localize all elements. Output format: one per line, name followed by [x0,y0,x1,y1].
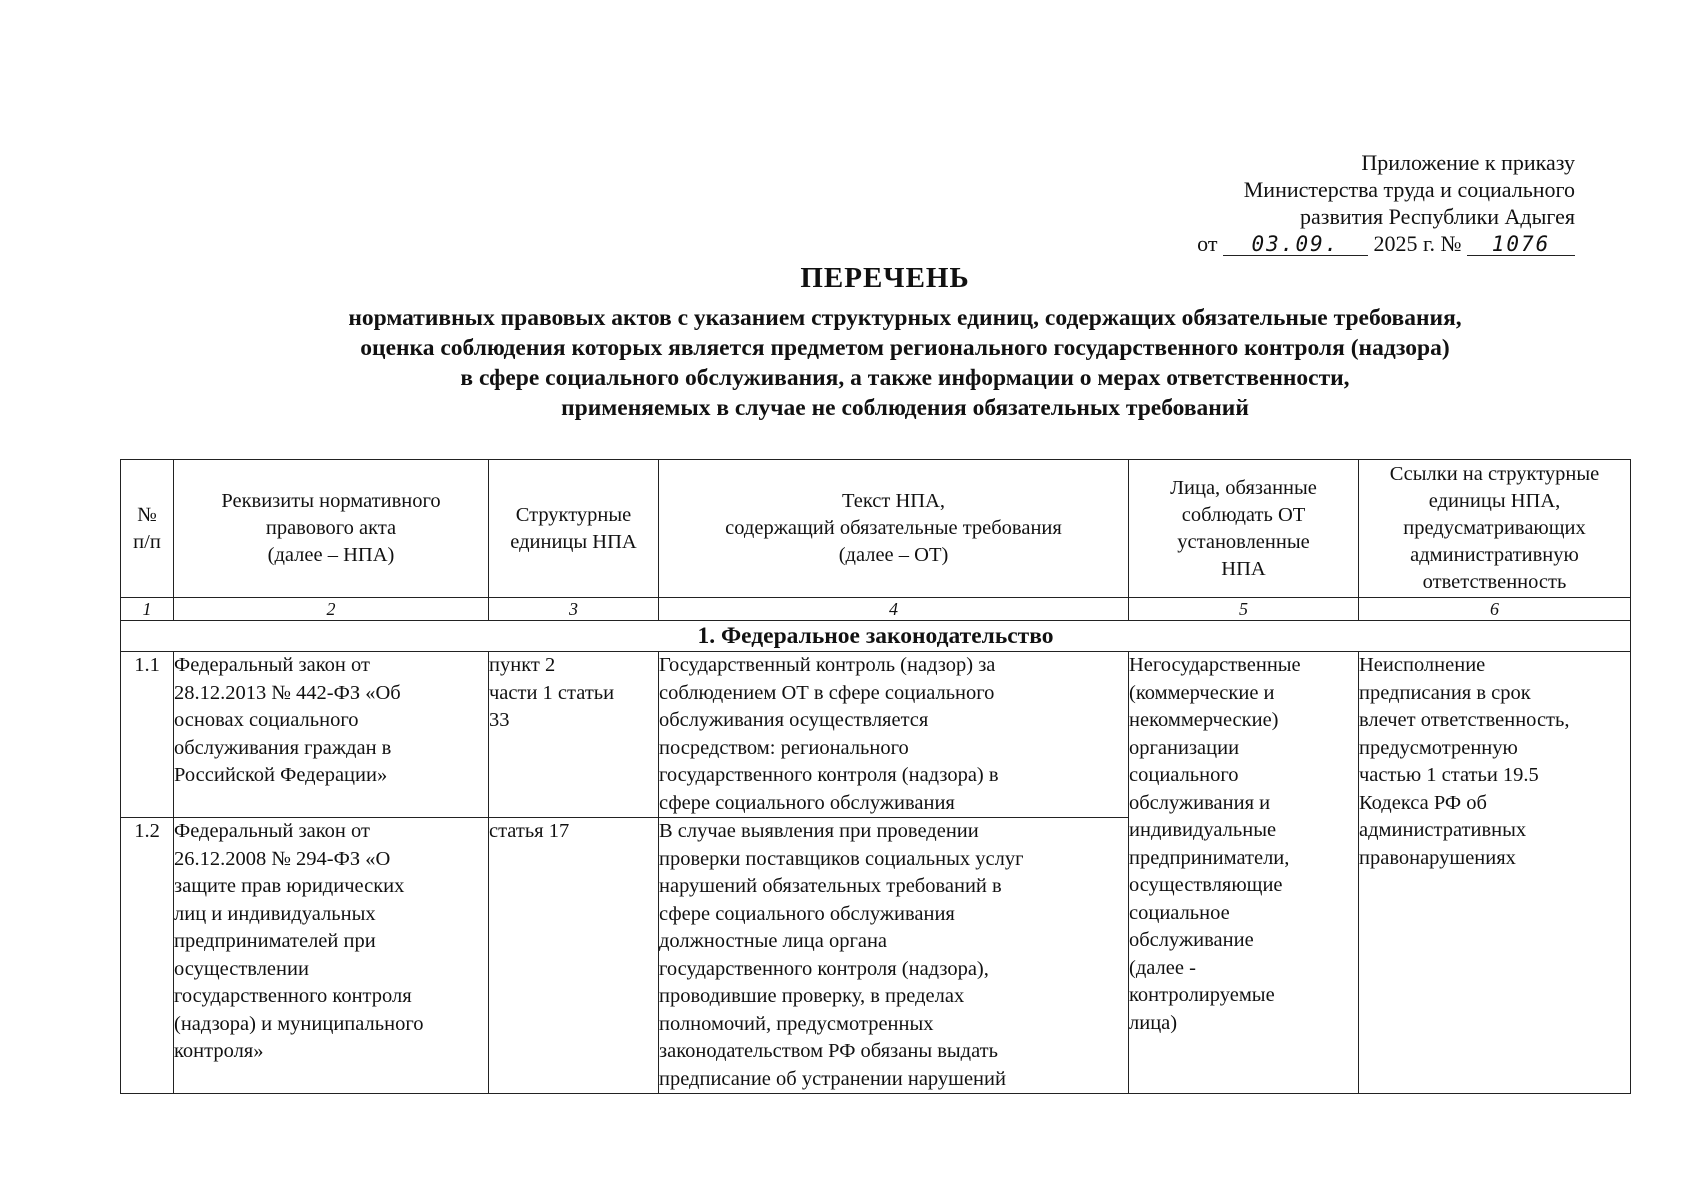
liability-cell: Неисполнение предписания в срок влечет ответственность, предусмотренную частью 1 статьи 19.5 Кодекса РФ об административных правонарушениях [1359,652,1631,1094]
act-text-cell: Государственный контроль (надзор) за соблюдением ОТ в сфере социального обслуживания осуществляется посредством: регионального государственного контроля (надзора) в сфере социального обслуживания [659,652,1129,818]
table-row [121,652,1631,818]
annex-line: Министерства труда и социального [1243,177,1575,202]
act-text-cell: В случае выявления при проведении проверки поставщиков социальных услуг нарушений обязательных требований в сфере социального обслуживания должностные лица органа государственного контроля (надзора), проводившие проверку, в пределах полномочий, предусмотренных законодательством РФ обязаны выдать предписание об устранении нарушений [659,818,1129,1094]
requirements-table [120,459,1631,1094]
annex-line: Приложение к приказу [1361,150,1575,175]
subtitle-line: оценка соблюдения которых является предметом регионального государственного контроля (надзора) [360,335,1450,361]
subtitle-line: нормативных правовых актов с указанием структурных единиц, содержащих обязательные требования, [348,305,1462,331]
handwritten-order-number: 1076 [1467,233,1575,256]
header-obliged-persons: Лица, обязанные соблюдать ОТ установленные НПА [1129,460,1359,598]
header-liability-references: Ссылки на структурные единицы НПА, предусматривающих административную ответственность [1359,460,1631,598]
annex-block [1197,149,1575,257]
header-number: № п/п [121,460,174,598]
header-structural-units: Структурные единицы НПА [489,460,659,598]
section-title: 1. Федеральное законодательство [121,621,1631,652]
document-title: ПЕРЕЧЕНЬ [800,262,970,294]
date-prefix: от [1197,231,1218,256]
subtitle-line: в сфере социального обслуживания, а также информации о мерах ответственности, [460,365,1350,391]
act-details-cell: Федеральный закон от 26.12.2008 № 294-ФЗ «О защите прав юридических лиц и индивидуальных предпринимателей при осуществлении государственного контроля (надзора) и муниципального контроля» [174,818,489,1094]
annex-date-line [1197,230,1575,257]
column-number: 2 [174,598,489,621]
act-details-cell: Федеральный закон от 28.12.2013 № 442-ФЗ «Об основах социального обслуживания граждан в Российской Федерации» [174,652,489,818]
document-subtitle [180,303,1630,423]
header-act-text: Текст НПА, содержащий обязательные требования (далее – ОТ) [659,460,1129,598]
section-row [121,621,1631,652]
column-number: 6 [1359,598,1631,621]
row-number: 1.2 [121,818,174,1094]
obliged-persons-cell: Негосударственные (коммерческие и некоммерческие) организации социального обслуживания и индивидуальные предприниматели, осуществляющие социальное обслуживание (далее - контролируемые лица) [1129,652,1359,1094]
column-number: 3 [489,598,659,621]
handwritten-date: 03.09. [1223,233,1368,256]
annex-line: развития Республики Адыгея [1300,204,1575,229]
header-row [121,460,1631,598]
structural-units-cell: статья 17 [489,818,659,1094]
structural-units-cell: пункт 2 части 1 статьи 33 [489,652,659,818]
row-number: 1.1 [121,652,174,818]
column-number: 5 [1129,598,1359,621]
year-text: 2025 г. № [1373,231,1462,256]
column-number-row [121,598,1631,621]
header-act-details: Реквизиты нормативного правового акта (далее – НПА) [174,460,489,598]
column-number: 4 [659,598,1129,621]
column-number: 1 [121,598,174,621]
subtitle-line: применяемых в случае не соблюдения обязательных требований [561,395,1249,421]
